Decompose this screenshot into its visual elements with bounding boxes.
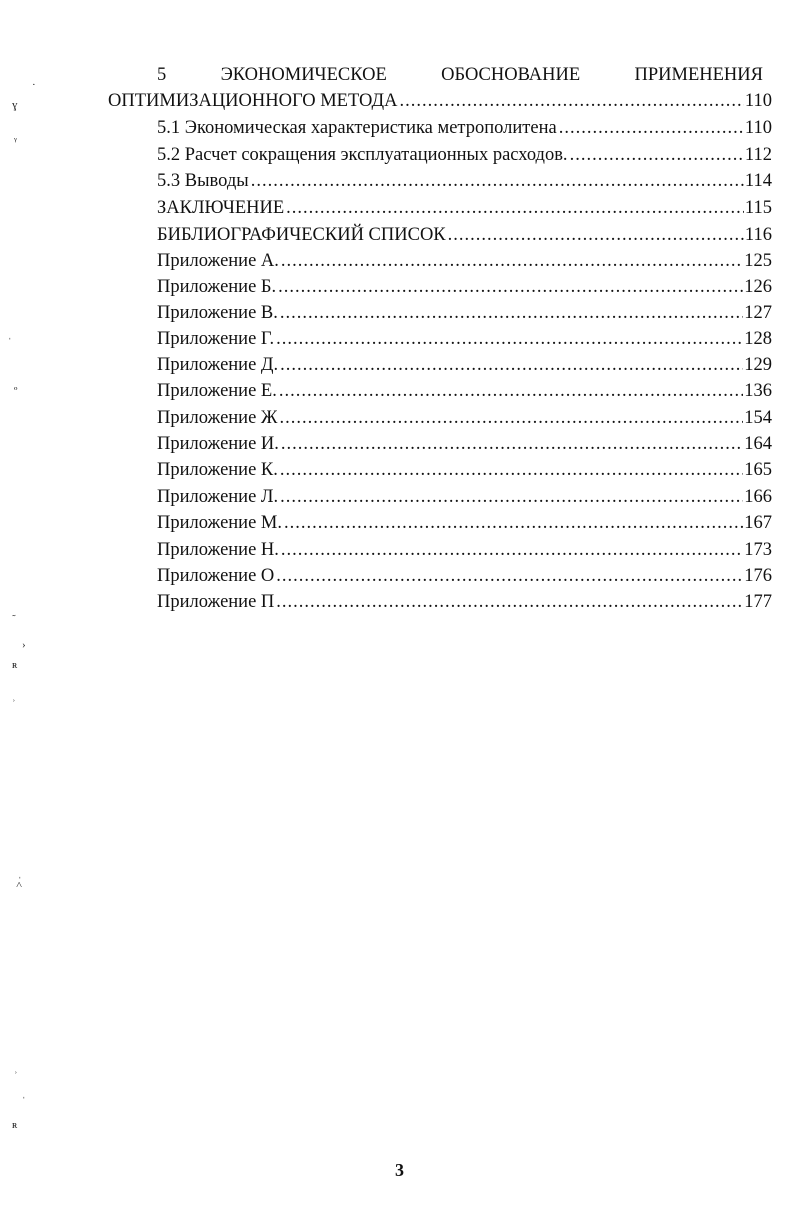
toc-entry-appendix	[157, 457, 772, 483]
toc-entry-5-3	[157, 168, 772, 194]
dot-leader	[281, 537, 743, 563]
toc-entry-page: 114	[744, 171, 772, 191]
toc-entry-page: 126	[744, 277, 772, 297]
dot-leader	[448, 222, 744, 248]
toc-entry-label: 5.2 Расчет сокращения эксплуатационных расходов.	[157, 145, 568, 165]
scan-speck: ʀ	[12, 659, 18, 671]
toc-entry-section-5	[108, 88, 772, 114]
dot-leader	[286, 195, 744, 221]
dot-leader	[284, 510, 743, 536]
dot-leader	[280, 405, 744, 431]
toc-entry-page: 166	[744, 487, 772, 507]
toc-entry-page: 112	[744, 145, 772, 165]
dot-leader	[280, 457, 743, 483]
toc-entry-label: ОПТИМИЗАЦИОННОГО МЕТОДА	[108, 91, 398, 111]
dot-leader	[276, 326, 743, 352]
toc-entry-page: 176	[744, 566, 772, 586]
toc-entry-page: 173	[744, 540, 772, 560]
scan-speck: ›	[22, 639, 26, 651]
scan-speck: ˈ	[8, 336, 12, 348]
scan-speck: ɣ	[12, 99, 18, 111]
heading-word: ОБОСНОВАНИЕ	[441, 65, 581, 85]
scan-speck: ˒	[12, 693, 16, 705]
scan-speck: º	[14, 385, 18, 397]
toc-entry-appendix	[157, 405, 772, 431]
scan-speck: ˷	[12, 605, 16, 617]
dot-leader	[251, 168, 744, 194]
dot-leader	[281, 248, 743, 274]
heading-word: ЭКОНОМИЧЕСКОЕ	[220, 65, 387, 85]
toc-entry-page: 110	[744, 91, 772, 111]
toc-entry-label: Приложение А.	[157, 251, 279, 271]
dot-leader	[399, 88, 743, 114]
toc-entry-label: Приложение К.	[157, 460, 278, 480]
scan-speck: ᵞ	[14, 135, 17, 147]
toc-entry-page: 165	[744, 460, 772, 480]
dot-leader	[279, 378, 743, 404]
toc-entry-conclusion	[157, 195, 772, 221]
toc-entry-appendix	[157, 352, 772, 378]
toc-entry-page: 136	[744, 381, 772, 401]
toc-entry-page: 125	[744, 251, 772, 271]
toc-entry-label: Приложение Н.	[157, 540, 279, 560]
toc-entry-label: 5.1 Экономическая характеристика метрополитена	[157, 118, 557, 138]
toc-entry-label: БИБЛИОГРАФИЧЕСКИЙ СПИСОК	[157, 225, 446, 245]
toc-entry-label: 5.3 Выводы	[157, 171, 249, 191]
toc-entry-appendix	[157, 378, 772, 404]
toc-entry-label: Приложение Л.	[157, 487, 279, 507]
scan-speck: ˌ	[18, 867, 22, 879]
toc-entry-label: Приложение Е.	[157, 381, 277, 401]
toc-entry-label: Приложение Ж	[157, 408, 278, 428]
scan-speck: ˈ	[22, 1095, 26, 1107]
toc-entry-label: Приложение В.	[157, 303, 278, 323]
toc-entry-appendix	[157, 300, 772, 326]
dot-leader	[276, 563, 743, 589]
page-number: 3	[395, 1160, 404, 1180]
toc-entry-page: 164	[744, 434, 772, 454]
toc-entry-label: Приложение М.	[157, 513, 282, 533]
dot-leader	[278, 274, 743, 300]
scan-speck: ˒	[14, 1065, 18, 1077]
toc-entry-5-1	[157, 115, 772, 141]
toc-section-5-heading	[157, 62, 763, 88]
scan-speck: ·	[32, 79, 36, 91]
toc-entry-label: ЗАКЛЮЧЕНИЕ	[157, 198, 285, 218]
toc-entry-label: Приложение Б.	[157, 277, 277, 297]
toc-entry-appendix	[157, 248, 772, 274]
toc-entry-page: 154	[744, 408, 772, 428]
toc-entry-page: 127	[744, 303, 772, 323]
toc-entry-appendix	[157, 431, 772, 457]
dot-leader	[281, 431, 743, 457]
toc-entry-appendix	[157, 537, 772, 563]
toc-entry-page: 167	[744, 513, 772, 533]
scan-speck: ˄	[16, 879, 23, 891]
toc-entry-appendix	[157, 510, 772, 536]
toc-entry-5-2	[157, 142, 772, 168]
toc-entry-page: 115	[744, 198, 772, 218]
toc-entry-label: Приложение П	[157, 592, 275, 612]
heading-word: ПРИМЕНЕНИЯ	[634, 65, 763, 85]
toc-entry-appendix	[157, 589, 772, 615]
toc-entry-appendix	[157, 563, 772, 589]
toc-entry-page: 110	[744, 118, 772, 138]
toc-entry-page: 128	[744, 329, 772, 349]
heading-word: 5	[157, 65, 167, 85]
toc-entry-label: Приложение И.	[157, 434, 279, 454]
toc-entry-appendix	[157, 484, 772, 510]
toc-entry-page: 129	[744, 355, 772, 375]
scan-speck: ʀ	[12, 1119, 18, 1131]
dot-leader	[570, 142, 744, 168]
dot-leader	[280, 352, 743, 378]
dot-leader	[280, 484, 743, 510]
toc-entry-label: Приложение О	[157, 566, 275, 586]
toc-entry-label: Приложение Г.	[157, 329, 275, 349]
dot-leader	[280, 300, 743, 326]
toc-entry-label: Приложение Д.	[157, 355, 279, 375]
toc-entry-bibliography	[157, 222, 772, 248]
toc-entry-appendix	[157, 274, 772, 300]
toc-entry-page: 116	[744, 225, 772, 245]
dot-leader	[559, 115, 744, 141]
toc-entry-page: 177	[744, 592, 772, 612]
dot-leader	[276, 589, 743, 615]
toc-entry-appendix	[157, 326, 772, 352]
